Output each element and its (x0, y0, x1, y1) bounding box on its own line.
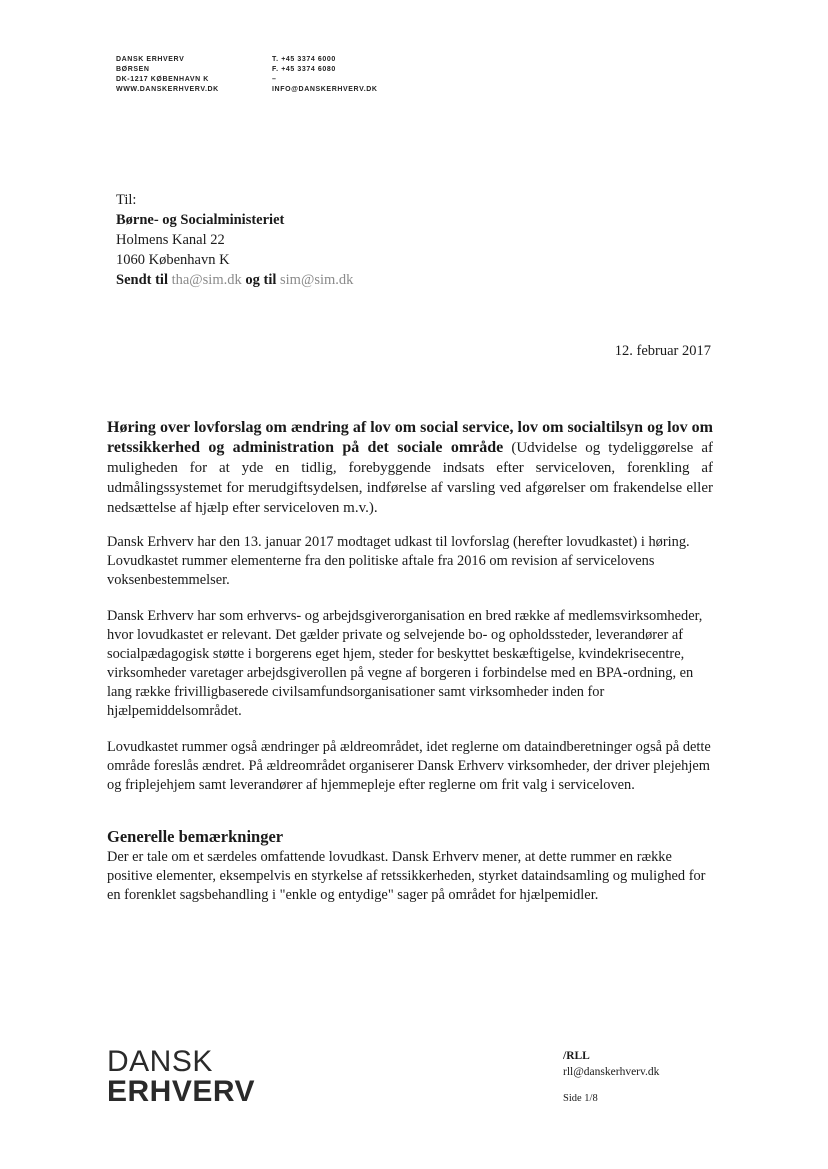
logo-line-2: ERHVERV (107, 1075, 255, 1108)
letterhead-fax: F. +45 3374 6080 (272, 66, 336, 73)
letterhead-email: INFO@DANSKERHVERV.DK (272, 86, 378, 93)
recipient-street: Holmens Kanal 22 (116, 232, 225, 248)
paragraph (107, 533, 713, 590)
letterhead-contact (272, 55, 378, 95)
paragraph (107, 607, 713, 721)
signature-block (563, 1048, 659, 1080)
logo-line-1: DANSK (107, 1045, 213, 1078)
letter-title (107, 418, 713, 518)
title-rest: (Udvidelse og tydeliggørelse af muligheden for at yde en tidlig, forebyggende indsats efter serviceloven, forenkling af udmålingssystemet for merudgiftsydelsen, indførelse af varsling ved afgørelser om frakendelse eller nedsættelse af hjælp efter serviceloven m.v.). (107, 440, 714, 516)
letter-date: 12. februar 2017 (614, 343, 711, 359)
letterhead-address (116, 55, 219, 95)
letterhead-line: DANSK ERHVERV (116, 56, 185, 63)
recipient-block (116, 190, 353, 290)
paragraph-text: Der er tale om et særdeles omfattende lovudkast. Dansk Erhverv mener, at dette rummer en række positive elementer, eksempelvis en styrkelse af retssikkerheden, styrket dataindsamling og mulighed for en forenklet sagsbehandling i "enkle og entydige" sager på området for hjælpemidler. (107, 849, 706, 903)
letterhead-line: BØRSEN (116, 66, 150, 73)
letterhead-dash: – (272, 76, 277, 83)
paragraph (107, 738, 713, 795)
signature-email[interactable]: rll@danskerhverv.dk (563, 1066, 660, 1078)
recipient-email-link[interactable]: tha@sim.dk (171, 272, 242, 288)
letterhead-phone: T. +45 3374 6000 (272, 56, 336, 63)
section-heading: Generelle bemærkninger (107, 827, 284, 846)
title-bold: Høring over lovforslag om ændring af lov om social service, lov om socialtilsyn og lov om retssikkerhed og administration på det sociale område (107, 419, 713, 456)
letterhead-line: WWW.DANSKERHVERV.DK (116, 86, 219, 93)
dansk-erhverv-logo (107, 1047, 255, 1107)
recipient-sent-line (116, 270, 353, 290)
recipient-to-label: Til: (116, 192, 137, 208)
letterhead-line: DK-1217 KØBENHAVN K (116, 76, 209, 83)
signature-initials: /RLL (563, 1050, 590, 1062)
paragraph-text: Lovudkastet rummer også ændringer på ældreområdet, idet reglerne om dataindberetninger også på dette område foreslås ændret. På ældreområdet organiserer Dansk Erhverv virksomheder, der driver plejehjem og friplejehjem samt leverandører af hjemmepleje efter reglerne om frit valg i serviceloven. (107, 739, 711, 793)
page-number: Side 1/8 (563, 1093, 598, 1104)
sent-and: og til (245, 272, 277, 288)
paragraph-text: Dansk Erhverv har den 13. januar 2017 modtaget udkast til lovforslag (herefter lovudkastet) i høring. Lovudkastet rummer elementerne fra den politiske aftale fra 2016 om revision af servicelovens voksenbestemmelser. (107, 534, 690, 588)
recipient-name: Børne- og Socialministeriet (116, 212, 285, 228)
paragraph (107, 848, 713, 905)
recipient-email-link[interactable]: sim@sim.dk (280, 272, 354, 288)
sent-prefix: Sendt til (116, 272, 168, 288)
paragraph-text: Dansk Erhverv har som erhvervs- og arbejdsgiverorganisation en bred række af medlemsvirksomheder, hvor lovudkastet er relevant. Det gælder private og selvejende bo- og opholdssteder, leverandører af socialpædagogisk støtte i borgerens eget hjem, steder for beskyttet beskæftigelse, kvindekrisecentre, virksomheder varetager arbejdsgiverollen på vegne af borgeren i forbindelse med en BPA-ordning, en lang række frivilligbaserede civilsamfundsorganisationer samt virksomheder inden for hjælpemiddelsområdet. (107, 608, 703, 719)
recipient-city: 1060 København K (116, 252, 230, 268)
